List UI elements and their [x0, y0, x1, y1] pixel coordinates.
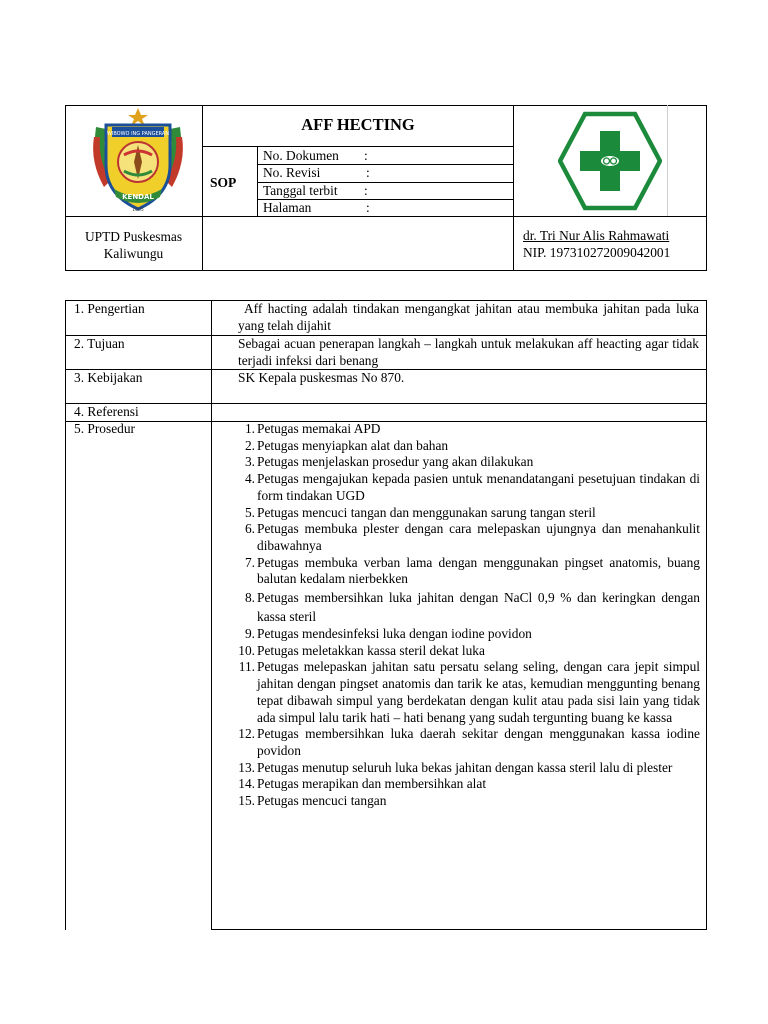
procedure-step-text: Petugas menutup seluruh luka bekas jahitan dengan kassa steril lalu di plester	[257, 759, 673, 775]
procedure-step-text: Petugas membuka plester dengan cara melepaskan ujungnya dan menahankulit dibawahnya	[257, 521, 700, 553]
text-pengertian: Aff hacting adalah tindakan mengangkat jahitan atau membuka jahitan pada luka yang telah dijahit	[238, 301, 699, 333]
text-kebijakan: SK Kepala puskesmas No 870.	[238, 370, 405, 385]
sop-label: SOP	[210, 175, 237, 190]
procedure-step	[235, 793, 700, 810]
procedure-step-number: 10.	[238, 642, 255, 658]
procedure-step-text: Petugas mencuci tangan dan menggunakan sarung tangan steril	[257, 504, 596, 520]
procedure-step-number: 3.	[244, 454, 255, 470]
procedure-step-text: Petugas menyiapkan alat dan bahan	[257, 437, 449, 453]
procedure-step	[235, 521, 700, 554]
procedure-step-text: Petugas meletakkan kassa steril dekat luka	[257, 642, 485, 658]
procedure-step-text: Petugas mengajukan kepada pasien untuk menandatangani pesetujuan tindakan di form tindakan UGD	[257, 471, 700, 503]
procedure-step-number: 9.	[244, 626, 255, 642]
procedure-step-text: Petugas memakai APD	[257, 421, 381, 436]
procedure-step	[235, 421, 700, 438]
procedure-step-text: Petugas merapikan dan membersihkan alat	[257, 776, 487, 792]
text-tujuan: Sebagai acuan penerapan langkah – langkah untuk melakukan aff heacting agar tidak terjadi infeksi dari benang	[238, 336, 699, 368]
svg-text:WIBOWO ING PANGERAN: WIBOWO ING PANGERAN	[106, 131, 170, 137]
procedure-step	[235, 776, 700, 793]
doc-field-label: Halaman	[263, 200, 312, 215]
svg-text:1605: 1605	[132, 208, 144, 213]
doc-field-label: Tanggal terbit	[263, 183, 338, 198]
procedure-step	[235, 760, 700, 777]
procedure-step-number: 4.	[244, 471, 255, 487]
procedure-step-number: 15.	[238, 793, 255, 809]
procedure-step-number: 12.	[238, 726, 255, 742]
label-pengertian: 1. Pengertian	[74, 301, 145, 316]
org-name-line1: UPTD Puskesmas	[84, 229, 183, 244]
doc-field-sep: :	[364, 183, 368, 198]
document-title: AFF HECTING	[301, 115, 415, 134]
puskesmas-logo-icon	[558, 111, 662, 211]
signer-nip: NIP. 197310272009042001	[523, 245, 671, 260]
procedure-step	[235, 555, 700, 588]
procedure-step-number: 2.	[244, 437, 255, 453]
procedure-step	[235, 471, 700, 504]
procedure-step-number: 13.	[238, 759, 255, 775]
doc-field-sep: :	[366, 165, 370, 180]
label-referensi: 4. Referensi	[74, 404, 139, 419]
procedure-step-number: 11.	[238, 659, 255, 675]
procedure-step-number: 8.	[244, 590, 255, 606]
signer-name: dr. Tri Nur Alis Rahmawati	[523, 228, 670, 243]
doc-field-sep: :	[364, 148, 368, 163]
procedure-step-number: 7.	[244, 554, 255, 570]
procedure-step	[235, 643, 700, 660]
label-tujuan: 2. Tujuan	[74, 336, 125, 351]
procedure-step	[235, 726, 700, 759]
procedure-step-number: 1.	[244, 421, 255, 436]
procedure-step-number: 14.	[238, 776, 255, 792]
procedure-step	[235, 454, 700, 471]
procedure-step-text: Petugas mencuci tangan	[257, 793, 387, 809]
doc-field-sep: :	[366, 200, 370, 215]
procedure-list	[235, 421, 700, 810]
kendal-emblem-icon	[90, 107, 186, 215]
procedure-step-number: 6.	[244, 521, 255, 537]
procedure-step-text: Petugas membersihkan luka daerah sekitar dengan menggunakan kassa iodine povidon	[257, 726, 700, 758]
procedure-step	[235, 588, 700, 626]
procedure-step-text: Petugas membuka verban lama dengan menggunakan pingset anatomis, buang balutan kedalam nierbekken	[257, 554, 700, 587]
procedure-step	[235, 659, 700, 726]
org-name	[65, 228, 202, 262]
procedure-step-text: Petugas menjelaskan prosedur yang akan dilakukan	[257, 454, 534, 470]
procedure-step-number: 5.	[244, 504, 255, 520]
procedure-step-text: Petugas melepaskan jahitan satu persatu selang seling, dengan cara jepit simpul jahitan dengan pingset anatomis dan tarik ke atas, kemudian menggunting benang tepat dibawah simpul yang berdekatan dengan kulit atau pada sisi lain yang tidak ada simpul lalu tarik hati – hati benang yang sudah tergunting buang ke kassa	[257, 659, 700, 725]
procedure-step	[235, 438, 700, 455]
procedure-step-text: Petugas mendesinfeksi luka dengan iodine povidon	[257, 626, 532, 642]
doc-field-label: No. Revisi	[263, 165, 321, 180]
org-name-line2: Kaliwungu	[103, 246, 164, 261]
label-kebijakan: 3. Kebijakan	[74, 370, 143, 385]
procedure-step-text: Petugas membersihkan luka jahitan dengan NaCl 0,9 % dan keringkan dengan kassa steril	[257, 590, 700, 625]
doc-field-label: No. Dokumen	[263, 148, 339, 163]
svg-text:KENDAL: KENDAL	[122, 193, 154, 201]
label-prosedur: 5. Prosedur	[74, 421, 135, 436]
procedure-step	[235, 626, 700, 643]
procedure-step	[235, 505, 700, 522]
